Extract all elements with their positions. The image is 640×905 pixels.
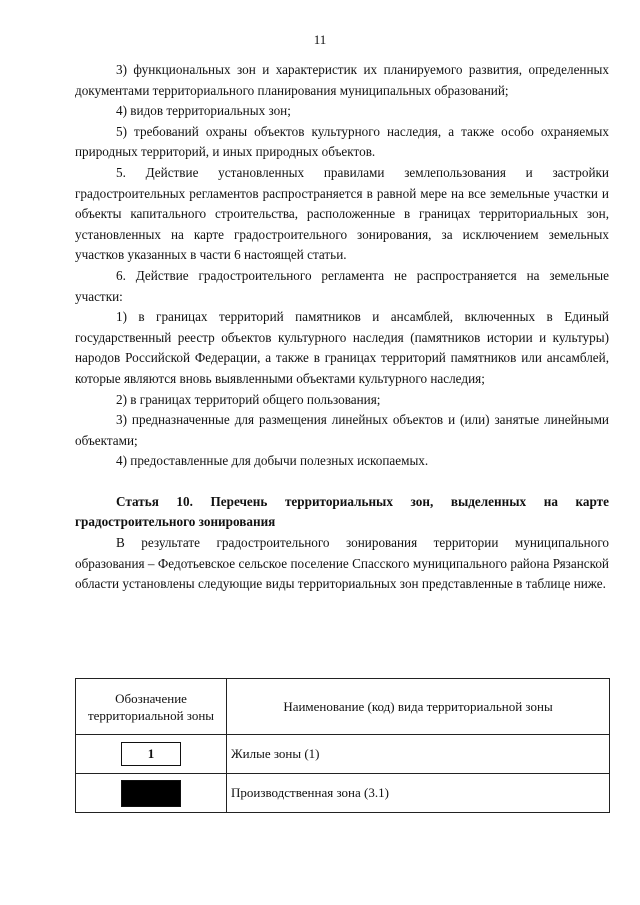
zone-swatch-filled xyxy=(121,780,181,807)
article-heading: Статья 10. Перечень территориальных зон, выделенных на карте градостроительного зонирования xyxy=(75,493,609,530)
page-number: 11 xyxy=(313,32,327,47)
paragraph: 1) в границах территорий памятников и ансамблей, включенных в Единый государственный реестр объектов культурного наследия (памятников истории и культуры) народов Российской Федерации, а также в границах территорий памятников или ансамблей, которые являются вновь выявленными объектами культурного наследия; xyxy=(75,309,609,386)
header-name: Наименование (код) вида территориальной зоны xyxy=(227,679,610,735)
paragraph: 5) требований охраны объектов культурного наследия, а также особо охраняемых природных территорий, и иных природных объектов. xyxy=(75,123,609,160)
zone-swatch: 1 xyxy=(121,742,181,766)
header-code: Обозначение территориальной зоны xyxy=(76,679,227,735)
zone-name: Жилые зоны (1) xyxy=(227,735,610,774)
document-body xyxy=(75,60,609,595)
table-row xyxy=(76,774,610,813)
paragraph: 4) предоставленные для добычи полезных ископаемых. xyxy=(116,453,429,469)
zone-name: Производственная зона (3.1) xyxy=(227,774,610,813)
zones-table xyxy=(75,678,610,813)
article-text: В результате градостроительного зонирования территории муниципального образования – Федотьевское сельское поселение Спасского муниципального района Рязанской области установлены следующие виды территориальных зон представленные в таблице ниже. xyxy=(75,535,609,592)
table-header-row xyxy=(76,679,610,735)
zone-code-cell xyxy=(76,774,227,813)
paragraph: 2) в границах территорий общего пользования; xyxy=(116,391,381,407)
paragraph: 6. Действие градостроительного регламента не распространяется на земельные участки: xyxy=(75,267,609,304)
paragraph: 3) предназначенные для размещения линейных объектов и (или) занятые линейными объектами; xyxy=(75,412,609,448)
table-row xyxy=(76,735,610,774)
paragraph: 4) видов территориальных зон; xyxy=(116,103,291,119)
paragraph: 3) функциональных зон и характеристик их планируемого развития, определенных документами территориального планирования муниципальных образований; xyxy=(75,62,609,98)
paragraph: 5. Действие установленных правилами землепользования и застройки градостроительных регламентов распространяется в равной мере на все земельные участки и объекты капитального строительства, расположенные в границах территориальных зон, установленных на карте градостроительного зонирования, за исключением земельных участков указанных в части 6 настоящей статьи. xyxy=(75,164,609,263)
zone-code-cell xyxy=(76,735,227,774)
